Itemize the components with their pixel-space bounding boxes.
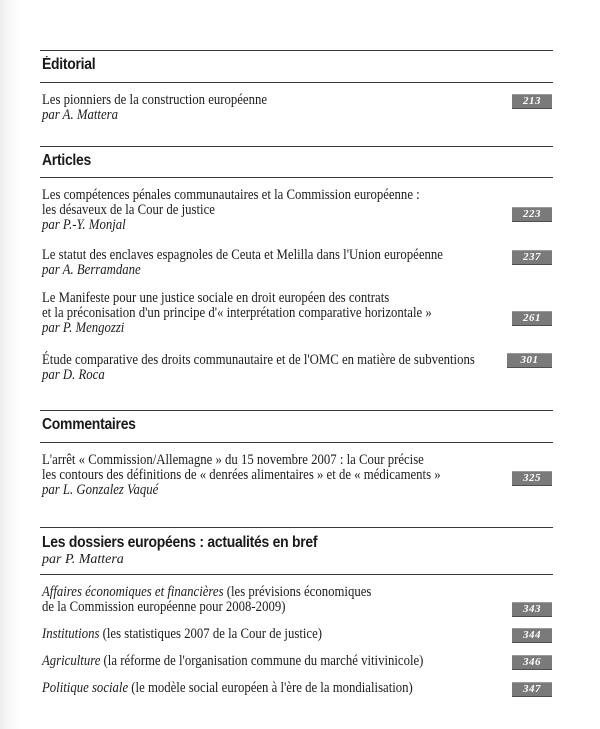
entry-title-line: les désaveux de la Cour de justice bbox=[42, 202, 215, 218]
entry-title-line bbox=[42, 627, 447, 642]
entry-title-line: Le Manifeste pour une justice sociale en droit européen des contrats bbox=[42, 290, 390, 306]
section-title-dossiers: Les dossiers européens : actualités en bref bbox=[42, 534, 318, 551]
page-number-badge[interactable]: 223 bbox=[512, 207, 552, 222]
toc-entry[interactable] bbox=[42, 353, 502, 383]
page-number-badge[interactable]: 237 bbox=[512, 250, 552, 265]
toc-entry[interactable] bbox=[42, 654, 502, 669]
divider bbox=[40, 177, 553, 178]
divider bbox=[40, 82, 553, 83]
section-title-commentaires: Commentaires bbox=[42, 416, 136, 433]
entry-title-line: Étude comparative des droits communautaire et de l'OMC en matière de subventions bbox=[42, 352, 475, 368]
entry-title-line: de la Commission européenne pour 2008-2009) bbox=[42, 599, 286, 615]
toc-entry[interactable] bbox=[42, 681, 502, 696]
section-title-editorial: Éditorial bbox=[42, 56, 96, 73]
entry-author: par P. Mengozzi bbox=[42, 320, 125, 336]
toc-entry[interactable] bbox=[42, 585, 502, 615]
toc-entry[interactable] bbox=[42, 188, 502, 233]
entry-detail: (les statistiques 2007 de la Cour de justice) bbox=[99, 626, 322, 642]
entry-title-line: L'arrêt « Commission/Allemagne » du 15 novembre 2007 : la Cour précise bbox=[42, 452, 424, 468]
entry-topic: Politique sociale bbox=[42, 680, 129, 696]
entry-detail: (le modèle social européen à l'ère de la mondialisation) bbox=[128, 680, 413, 696]
entry-author: par D. Roca bbox=[42, 367, 105, 383]
entry-topic: Agriculture bbox=[42, 653, 101, 669]
entry-title-line: Les pionniers de la construction européenne bbox=[42, 92, 268, 108]
entry-title-line bbox=[42, 681, 447, 696]
entry-author: par A. Berramdane bbox=[42, 262, 141, 278]
entry-title-line: et la préconisation d'un principe d'« interprétation comparative horizontale » bbox=[42, 305, 432, 321]
toc-entry[interactable] bbox=[42, 291, 502, 336]
divider bbox=[40, 146, 553, 147]
page-number-badge[interactable]: 346 bbox=[512, 655, 552, 670]
page-number-badge[interactable]: 325 bbox=[512, 471, 552, 486]
entry-author: par P.-Y. Monjal bbox=[42, 217, 126, 233]
entry-author: par A. Mattera bbox=[42, 107, 118, 123]
toc-entry[interactable] bbox=[42, 627, 502, 642]
divider bbox=[40, 574, 553, 575]
section-author: par P. Mattera bbox=[42, 552, 124, 567]
entry-topic: Institutions bbox=[42, 626, 100, 642]
entry-title-line: Les compétences pénales communautaires et la Commission européenne : bbox=[42, 187, 420, 203]
entry-topic: Affaires économiques et financières bbox=[42, 584, 224, 600]
page-number-badge[interactable]: 213 bbox=[512, 94, 552, 109]
page-number-badge[interactable]: 301 bbox=[507, 353, 552, 368]
entry-title-line: Le statut des enclaves espagnoles de Ceuta et Melilla dans l'Union européenne bbox=[42, 247, 443, 263]
toc-entry[interactable] bbox=[42, 248, 502, 278]
entry-title-line: les contours des définitions de « denrées alimentaires » et de « médicaments » bbox=[42, 467, 441, 483]
page-number-badge[interactable]: 261 bbox=[512, 311, 552, 326]
entry-detail: (la réforme de l'organisation commune du marché vitivinicole) bbox=[100, 653, 424, 669]
toc-entry[interactable] bbox=[42, 453, 502, 498]
toc-entry[interactable] bbox=[42, 93, 502, 123]
page-number-badge[interactable]: 344 bbox=[512, 628, 552, 643]
divider bbox=[40, 50, 553, 51]
divider bbox=[40, 527, 553, 528]
entry-title-line bbox=[42, 585, 447, 600]
entry-detail: (les prévisions économiques bbox=[223, 584, 372, 600]
entry-title-line bbox=[42, 654, 447, 669]
section-title-articles: Articles bbox=[42, 152, 92, 169]
divider bbox=[40, 410, 553, 411]
entry-author: par L. Gonzalez Vaqué bbox=[42, 482, 159, 498]
page-number-badge[interactable]: 347 bbox=[512, 682, 552, 697]
page-number-badge[interactable]: 343 bbox=[512, 602, 552, 617]
divider bbox=[40, 442, 553, 443]
